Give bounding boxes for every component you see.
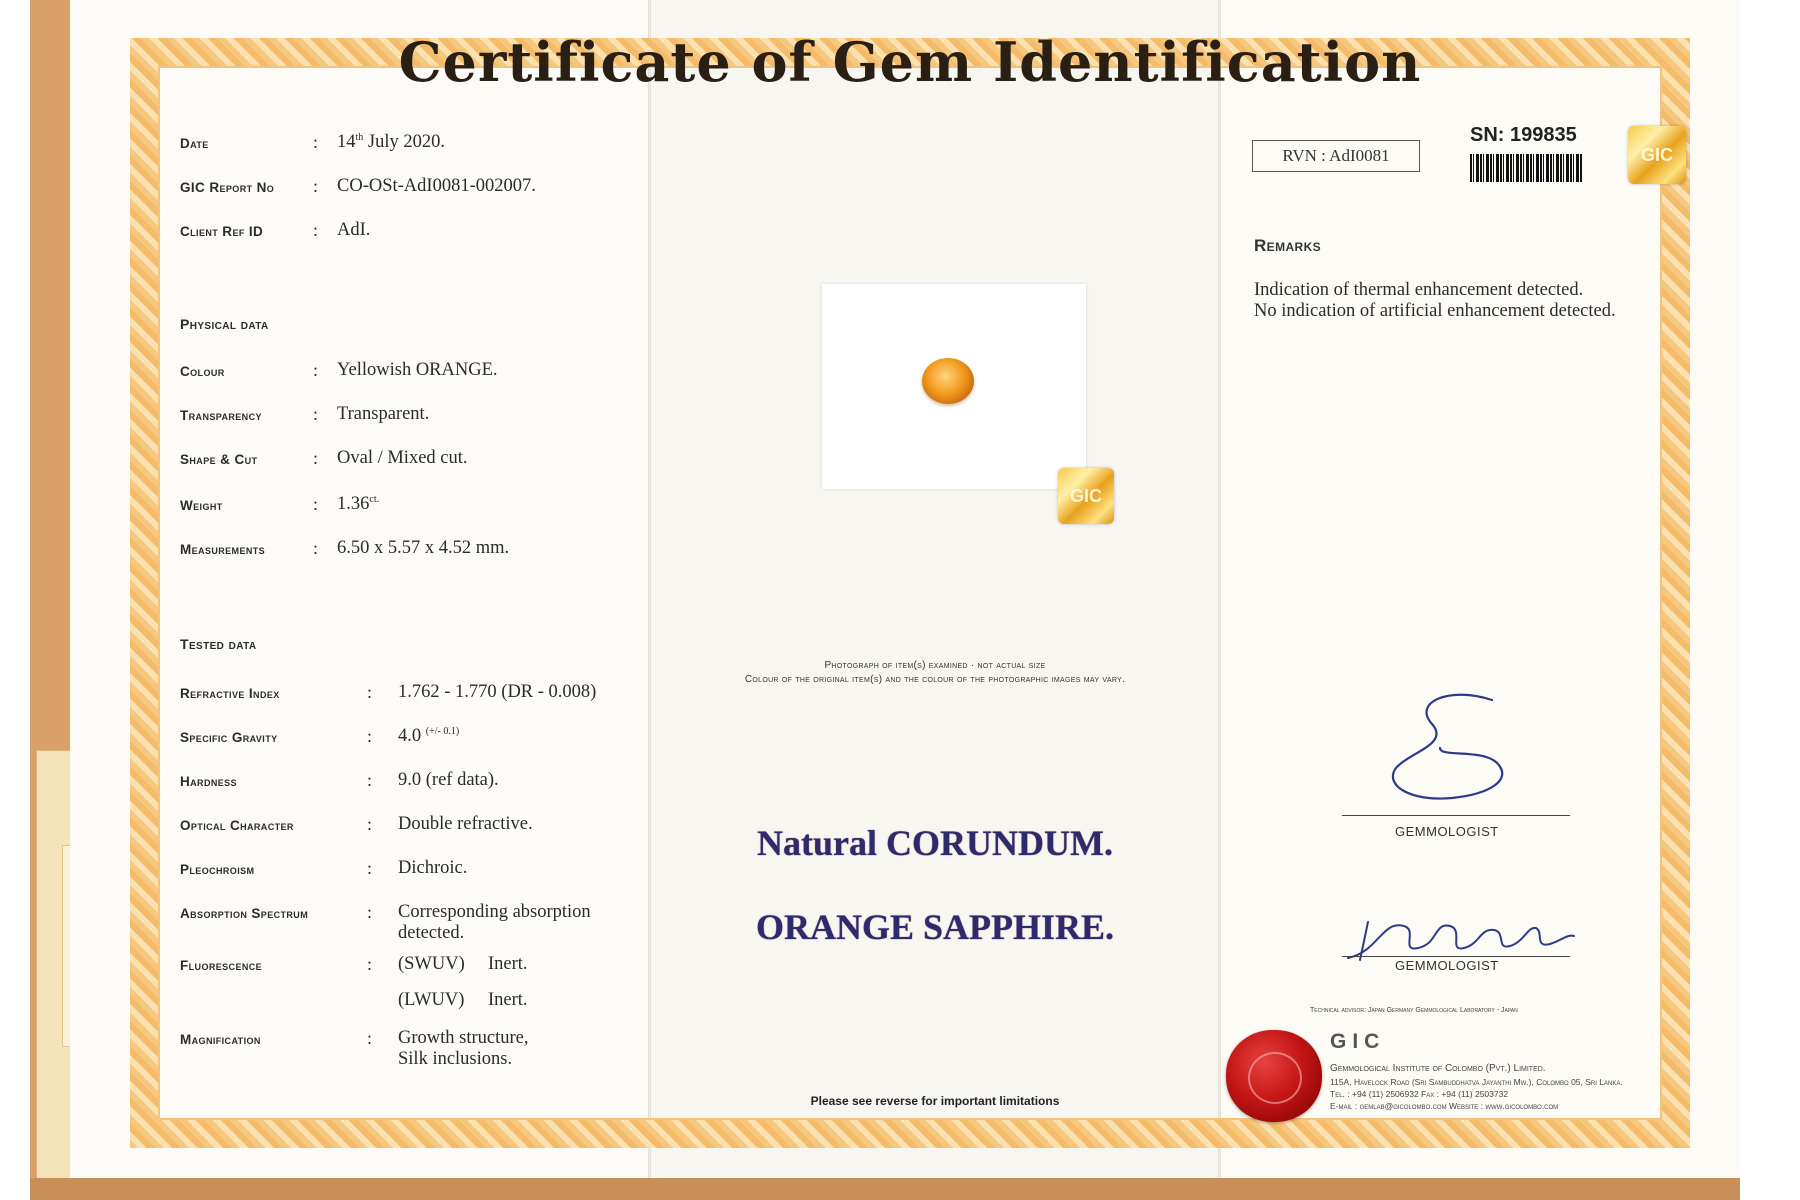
- colon: :: [367, 814, 373, 834]
- client-label: Client Ref ID: [180, 224, 264, 239]
- measurements-value: 6.50 x 5.57 x 4.52 mm.: [337, 538, 510, 558]
- colon: :: [367, 682, 373, 702]
- institute-phone: Tel. : +94 (11) 2506932 Fax : +94 (11) 2503732: [1330, 1089, 1509, 1099]
- colon: :: [367, 954, 373, 974]
- remark-2: No indication of artificial enhancement detected.: [1254, 301, 1616, 321]
- colour-value: Yellowish ORANGE.: [337, 360, 498, 380]
- hologram-sticker: GIC: [1058, 468, 1114, 524]
- colon: :: [367, 770, 373, 790]
- optical-label: Optical Character: [180, 818, 294, 833]
- client-value: AdI.: [337, 220, 371, 240]
- rvn-box: RVN : AdI0081: [1252, 140, 1420, 172]
- gic-logo-hologram: GIC: [1628, 126, 1686, 184]
- magnification-value-line2: Silk inclusions.: [398, 1049, 513, 1069]
- colon: :: [313, 360, 319, 380]
- weight-value: $1.36^{ct.}$: [337, 494, 380, 515]
- report-label: GIC Report No: [180, 180, 275, 195]
- colon: :: [367, 858, 373, 878]
- colon: :: [313, 494, 319, 514]
- colon: :: [313, 404, 319, 424]
- fluorescence-lwuv: (LWUV): [398, 990, 465, 1010]
- institute-address: 115A, Havelock Road (Sri Sambuddhatva Jayanthi Mw.), Colombo 05, Sri Lanka.: [1330, 1077, 1623, 1087]
- report-value: CO-OSt-AdI0081-002007.: [337, 176, 536, 196]
- gemmologist-caption-1: GEMMOLOGIST: [1395, 824, 1499, 839]
- optical-value: Double refractive.: [398, 814, 533, 834]
- transparency-value: Transparent.: [337, 404, 430, 424]
- magnification-label: Magnification: [180, 1032, 261, 1047]
- fluorescence-swuv-value: Inert.: [488, 954, 528, 974]
- date-label: Date: [180, 136, 209, 151]
- middle-panel: [650, 0, 1220, 1192]
- signature-line-1: [1342, 815, 1570, 816]
- reverse-note: Please see reverse for important limitations: [810, 1094, 1060, 1108]
- sg-label: Specific Gravity: [180, 730, 278, 745]
- photo-note-line2: Colour of the original item(s) and the colour of the photographic images may vary.: [744, 674, 1126, 685]
- technical-advisor: Technical advisor: Japan Germany Gemmological Laboratory - Japan: [1310, 1007, 1518, 1014]
- colon: :: [313, 538, 319, 558]
- physical-heading: Physical data: [180, 316, 269, 332]
- gemmologist-signature-1: [1380, 690, 1520, 810]
- pleochroism-label: Pleochroism: [180, 862, 255, 877]
- colon: :: [313, 448, 319, 468]
- absorption-label: Absorption Spectrum: [180, 906, 309, 921]
- colon: :: [367, 902, 373, 922]
- pleochroism-value: Dichroic.: [398, 858, 468, 878]
- measurements-label: Measurements: [180, 542, 266, 557]
- colon: :: [313, 220, 319, 240]
- colon: :: [313, 176, 319, 196]
- institute-email: E-mail : gemlab@gicolombo.com Website : www.gicolombo.com: [1330, 1101, 1559, 1111]
- tested-heading: Tested data: [180, 636, 257, 652]
- sg-value: 4.0 $^{(+/- 0.1)}$: [398, 726, 460, 747]
- shape-label: Shape & Cut: [180, 452, 258, 467]
- result-species: Natural CORUNDUM.: [757, 823, 1113, 863]
- colour-label: Colour: [180, 364, 225, 379]
- absorption-value-line2: detected.: [398, 923, 465, 943]
- barcode-icon: [1470, 154, 1582, 182]
- weight-label: Weight: [180, 498, 223, 513]
- transparency-label: Transparency: [180, 408, 262, 423]
- fluorescence-label: Fluorescence: [180, 958, 263, 973]
- ri-value: 1.762 - 1.770 (DR - 0.008): [398, 682, 597, 702]
- colon: :: [367, 1028, 373, 1048]
- colon: :: [313, 132, 319, 152]
- institute-name: Gemmological Institute of Colombo (Pvt.) Limited.: [1330, 1063, 1546, 1074]
- gemmologist-caption-2: GEMMOLOGIST: [1395, 958, 1499, 973]
- remark-1: Indication of thermal enhancement detected.: [1254, 280, 1584, 300]
- certificate-title: Certificate of Gem Identification: [398, 30, 1422, 94]
- fluorescence-lwuv-value: Inert.: [488, 990, 528, 1010]
- wax-seal-emblem: [1248, 1052, 1302, 1104]
- photo-note-line1: Photograph of item(s) examined · not actual size: [824, 660, 1046, 671]
- fold-line-left: [648, 0, 651, 1192]
- hardness-value: 9.0 (ref data).: [398, 770, 499, 790]
- fluorescence-swuv: (SWUV): [398, 954, 465, 974]
- colon: :: [367, 726, 373, 746]
- signature-line-2: [1342, 956, 1570, 957]
- gic-name: GIC: [1330, 1030, 1386, 1053]
- serial-number: SN: 199835: [1470, 124, 1577, 146]
- shape-value: Oval / Mixed cut.: [337, 448, 468, 468]
- date-value: 14th July 2020.: [337, 132, 445, 153]
- absorption-value-line1: Corresponding absorption: [398, 902, 591, 922]
- result-variety: ORANGE SAPPHIRE.: [755, 907, 1115, 947]
- ri-label: Refractive Index: [180, 686, 280, 701]
- gem-photo: [922, 358, 974, 404]
- fold-line-right: [1218, 0, 1221, 1192]
- folder-bottom-edge: [30, 1178, 1740, 1200]
- magnification-value-line1: Growth structure,: [398, 1028, 529, 1048]
- remarks-label: Remarks: [1254, 236, 1322, 255]
- hardness-label: Hardness: [180, 774, 237, 789]
